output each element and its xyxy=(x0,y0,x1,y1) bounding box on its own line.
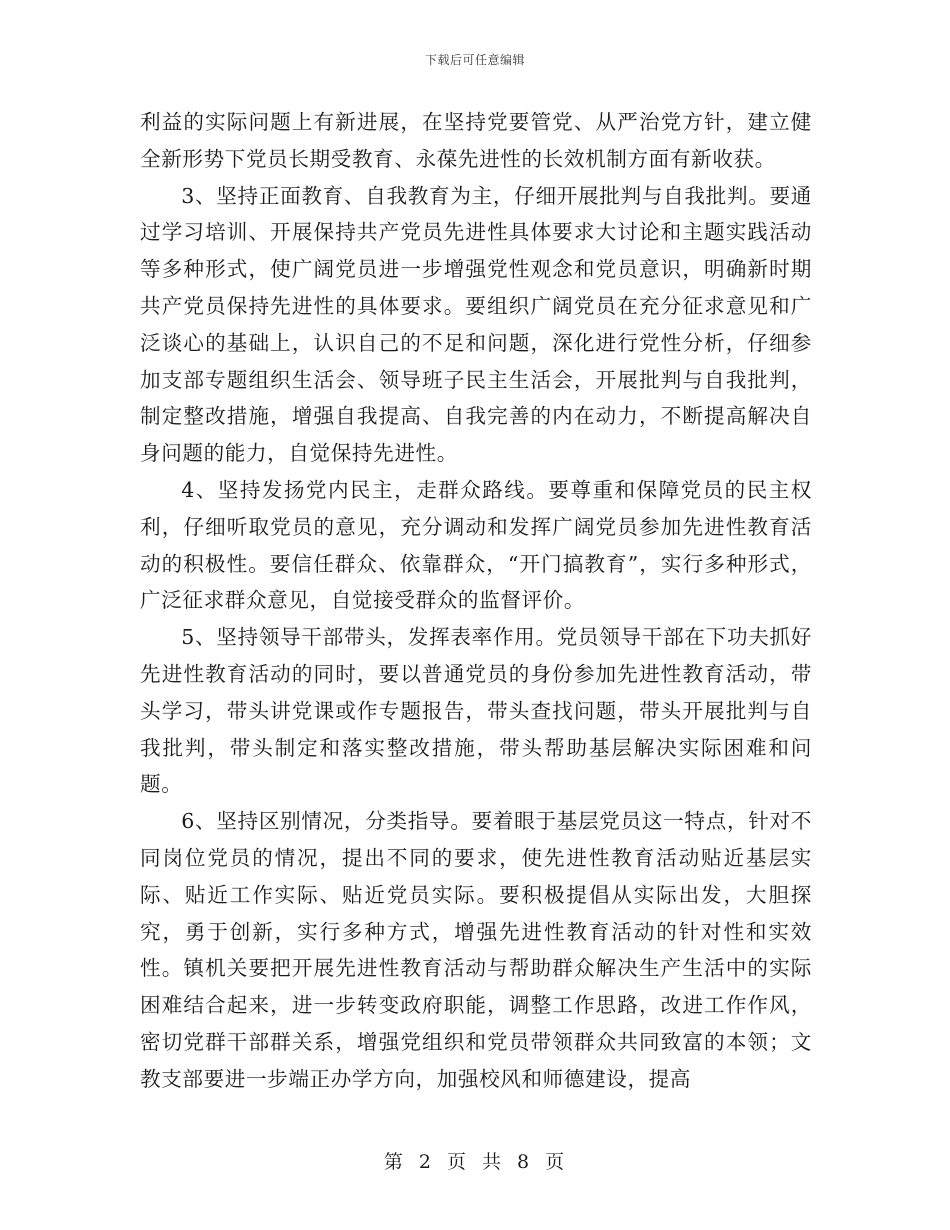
paragraph-item-5: 5、坚持领导干部带头，发挥表率作用。党员领导干部在下功夫抓好先进性教育活动的同时，要以普通党员的身份参加先进性教育活动，带头学习，带头讲党课或作专题报告，带头查找问题，带头开展批判与自我批判，带头制定和落实整改措施，带头帮助基层解决实际困难和问题。 xyxy=(140,625,812,797)
page-number-footer: 第 2 页 共 8 页 xyxy=(383,1151,567,1173)
paragraph-item-4: 4、坚持发扬党内民主，走群众路线。要尊重和保障党员的民主权利，仔细听取党员的意见，充分调动和发挥广阔党员参加先进性教育活动的积极性。要信任群众、依靠群众，“开门搞教育”，实行多种形式，广泛征求群众意见，自觉接受群众的监督评价。 xyxy=(140,477,812,613)
paragraph-item-6: 6、坚持区别情况，分类指导。要着眼于基层党员这一特点，针对不同岗位党员的情况，提出不同的要求，使先进性教育活动贴近基层实际、贴近工作实际、贴近党员实际。要积极提倡从实际出发，大胆探究，勇于创新，实行多种方式，增强先进性教育活动的针对性和实效性。镇机关要把开展先进性教育活动与帮助群众解决生产生活中的实际困难结合起来，进一步转变政府职能，调整工作思路，改进工作作风，密切党群干部群关系，增强党组织和党员带领群众共同致富的本领；文教支部要进一步端正办学方向，加强校风和师德建设，提高 xyxy=(140,809,812,1091)
paragraph-continuation: 利益的实际问题上有新进展，在坚持党要管党、从严治党方针，建立健全新形势下党员长期受教育、永葆先进性的长效机制方面有新收获。 xyxy=(140,110,812,171)
paragraph-item-3: 3、坚持正面教育、自我教育为主，仔细开展批判与自我批判。要通过学习培训、开展保持共产党员先进性具体要求大讨论和主题实践活动等多种形式，使广阔党员进一步增强党性观念和党员意识，明确新时期共产党员保持先进性的具体要求。要组织广阔党员在充分征求意见和广泛谈心的基础上，认识自己的不足和问题，深化进行党性分析，仔细参加支部专题组织生活会、领导班子民主生活会，开展批判与自我批判，制定整改措施，增强自我提高、自我完善的内在动力，不断提高解决自身问题的能力，自觉保持先进性。 xyxy=(140,183,812,466)
page-header: 下载后可任意编辑 xyxy=(424,53,525,67)
document-body xyxy=(140,104,812,1098)
